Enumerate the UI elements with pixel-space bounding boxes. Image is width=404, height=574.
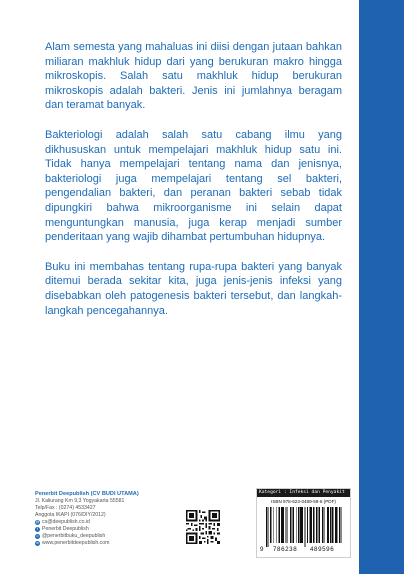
book-category: Kategori : Infeksi dan Penyakit [257, 489, 350, 497]
barcode-block [256, 488, 351, 558]
barcode-digits-left: 786238 [273, 546, 298, 553]
barcode-bars [266, 507, 344, 547]
blurb-paragraph-2: Bakteriologi adalah salah satu cabang ilmu yang dikhususkan untuk mempelajari makhluk hidup satu ini. Tidak hanya mempelajari tentang nama dan jenisnya, bakteriologi juga mempelajari tentang sel bakteri, pengendalian bakteri, dan peranan bakteri sebab tidak dipungkiri bahwa mikroorganisme ini selain dapat menguntungkan manusia, juga kerap menjadi sumber penderitaan yang wajib dihambat pertumbuhan hidupnya. [45, 128, 342, 244]
cover-blurb [45, 40, 342, 333]
globe-icon: w [36, 541, 39, 545]
blurb-paragraph-1: Alam semesta yang mahaluas ini diisi dengan jutaan bahkan miliaran makhluk hidup dari yang berukuran makro hingga mikroskopis. Salah satu makhluk hidup berukuran mikroskopis adalah bakteri. Jenis ini jumlahnya beragam dan teramat banyak. [45, 41, 342, 112]
instagram-icon: o [36, 534, 39, 538]
publisher-phone: Telp/Fax : (0274) 4533427 [35, 505, 96, 511]
barcode-digits-right: 489596 [310, 546, 335, 553]
facebook-text: Penerbit Deepublish [42, 526, 89, 532]
publisher-address: Jl. Kaliurang Km 9,3 Yogyakarta 55581 [35, 498, 125, 504]
publisher-member: Anggota IKAPI (076/DIY/2012) [35, 512, 106, 518]
isbn-label: ISBN 978-623-0489-59-6 (PDF) [271, 499, 336, 504]
qr-code [186, 510, 220, 544]
barcode-digits [257, 546, 350, 555]
publisher-name: Penerbit Deepublish (CV BUDI UTAMA) [35, 491, 139, 497]
contact-facebook [35, 526, 180, 533]
contact-instagram [35, 533, 180, 540]
blue-side-band [359, 0, 404, 574]
email-icon: @ [35, 520, 40, 524]
publisher-info [35, 491, 180, 547]
website-text: www.penerbitdeepublish.com [42, 540, 110, 546]
barcode-digit-first: 9 [260, 546, 264, 553]
facebook-icon: f [35, 527, 40, 532]
instagram-text: @penerbitbuku_deepublish [42, 533, 106, 539]
contact-email [35, 519, 180, 526]
email-text: cs@deepublish.co.id [42, 519, 90, 525]
blurb-paragraph-3: Buku ini membahas tentang rupa-rupa bakteri yang banyak ditemui berada sekitar kita, juga jenis-jenis infeksi yang disebabkan oleh patogenesis bakteri tersebut, dan langkah-langkah pencegahannya. [45, 260, 342, 317]
contact-website [35, 540, 180, 547]
